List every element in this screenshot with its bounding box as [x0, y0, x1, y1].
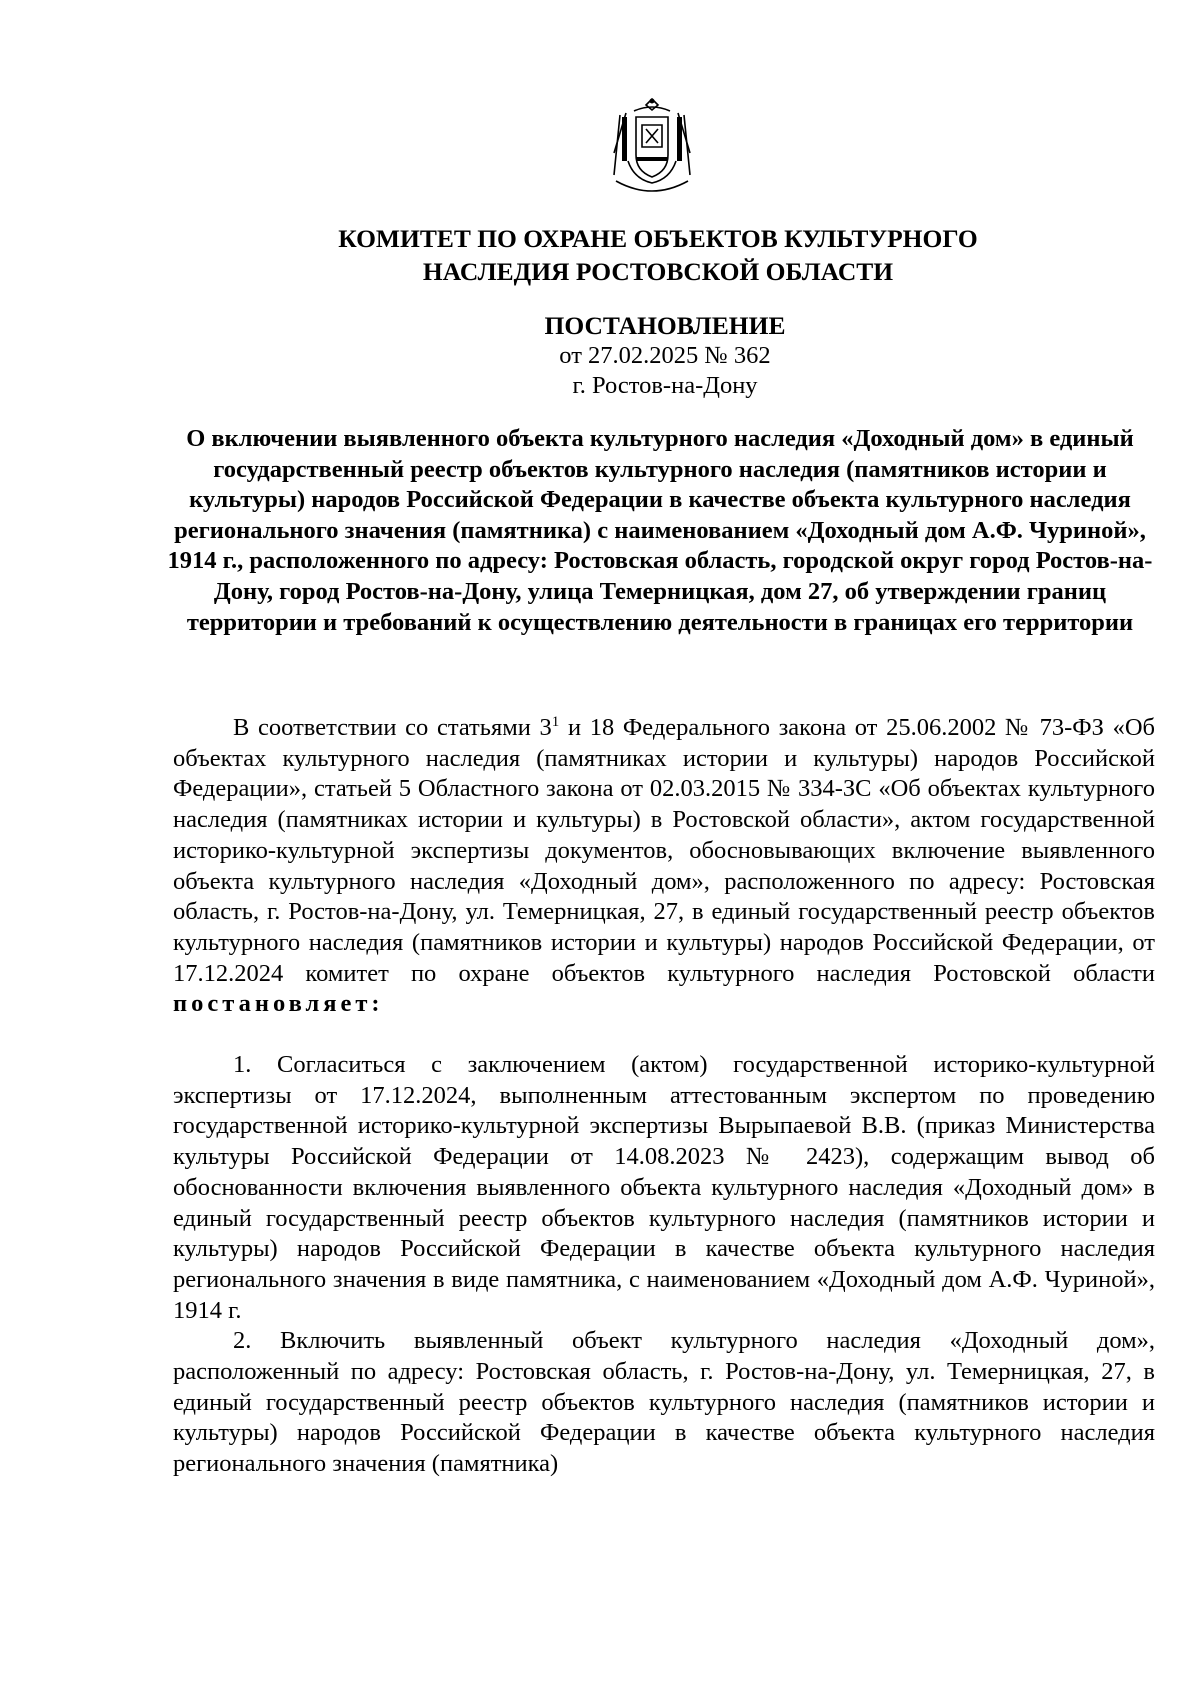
- document-type: ПОСТАНОВЛЕНИЕ: [544, 311, 786, 340]
- document-date-number: от 27.02.2025 № 362: [559, 342, 771, 369]
- document-city: г. Ростов-на-Дону: [572, 372, 758, 399]
- preamble-text-part-2: и 18 Федерального закона от 25.06.2002 № 73-ФЗ «Об объектах культурного наследия (памятниках истории и культуры) народов Российской Федерации», статьей 5 Областного закона от 02.03.2015 № 334-ЗС «Об объектах культурного наследия (памятниках истории и культуры) в Ростовской области», актом государственной историко-культурной экспертизы документов, обосновывающих включение выявленного объекта культурного наследия «Доходный дом», расположенного по адресу: Ростовская область, г. Ростов-на-Дону, ул. Темерницкая, 27, в единый государственный реестр объектов культурного наследия (памятников истории и культуры) народов Российской Федерации, от 17.12.2024 комитет по охране объектов культурного наследия Ростовской области: [173, 714, 1155, 987]
- organization-name: [160, 222, 1156, 288]
- coat-of-arms-emblem: [606, 95, 698, 200]
- document-body: [173, 713, 1155, 1480]
- document-title: О включении выявленного объекта культурного наследия «Доходный дом» в единый государственный реестр объектов культурного наследия (памятников истории и культуры) народов Российской Федерации в качестве объекта культурного наследия регионального значения (памятника) с наименованием «Доходный дом А.Ф. Чуриной», 1914 г., расположенного по адресу: Ростовская область, городской округ город Ростов-на-Дону, город Ростов-на-Дону, улица Темерницкая, дом 27, об утверждении границ территории и требований к осуществлению деятельности в границах его территории: [167, 425, 1153, 636]
- rostov-oblast-coat-of-arms-icon: [606, 95, 698, 200]
- item-2-paragraph: 2. Включить выявленный объект культурного наследия «Доходный дом», расположенный по адресу: Ростовская область, г. Ростов-на-Дону, ул. Темерницкая, 27, в единый государственный реестр объектов культурного наследия (памятников истории и культуры) народов Российской Федерации в качестве объекта культурного наследия регионального значения (памятника): [173, 1327, 1155, 1478]
- preamble-text-part-1: В соответствии со статьями 3: [233, 714, 552, 741]
- decree-colon: :: [371, 990, 380, 1018]
- preamble-paragraph: [173, 713, 1155, 1020]
- organization-name-line-2: НАСЛЕДИЯ РОСТОВСКОЙ ОБЛАСТИ: [422, 257, 894, 286]
- organization-name-line-1: КОМИТЕТ ПО ОХРАНЕ ОБЪЕКТОВ КУЛЬТУРНОГО: [338, 224, 978, 253]
- preamble-superscript: 1: [551, 714, 560, 730]
- paragraph-spacer: [173, 1020, 1155, 1050]
- item-1-paragraph: 1. Согласиться с заключением (актом) государственной историко-культурной экспертизы от 17.12.2024, выполненным аттестованным экспертом по проведению государственной историко-культурной экспертизы Вырыпаевой В.В. (приказ Министерства культуры Российской Федерации от 14.08.2023 № 2423), содержащим вывод об обоснованности включения выявленного объекта культурного наследия «Доходный дом» в единый государственный реестр объектов культурного наследия (памятников истории и культуры) народов Российской Федерации в качестве объекта культурного наследия регионального значения в виде памятника, с наименованием «Доходный дом А.Ф. Чуриной», 1914 г.: [173, 1051, 1155, 1324]
- decree-word: постановляет: [173, 990, 372, 1018]
